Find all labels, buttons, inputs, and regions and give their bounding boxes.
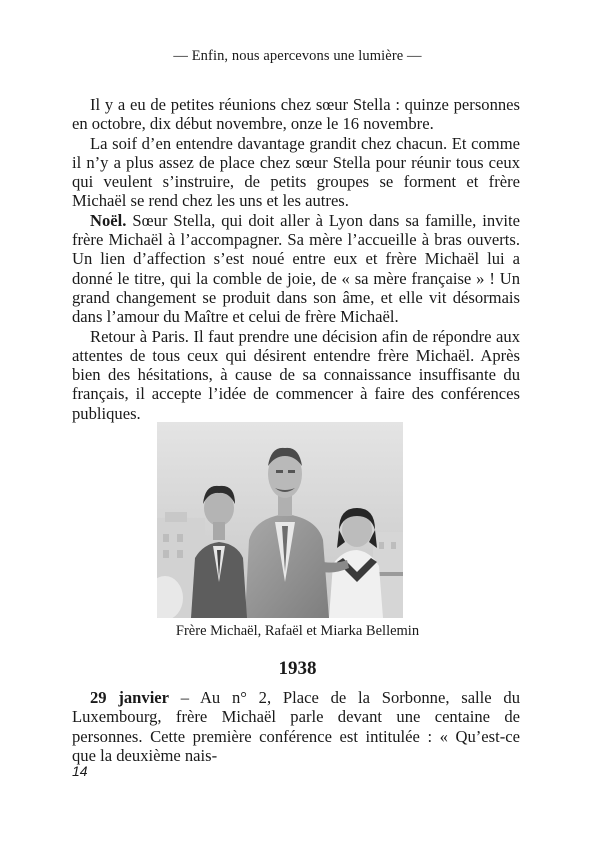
main-text <box>72 95 520 423</box>
section-heading: 1938 <box>278 658 317 679</box>
section-paragraph: 29 janvier – Au n° 2, Place de la Sorbonne, salle du Luxembourg, frère Michaël parle devant une centaine de personnes. Cette première conférence est intitulée : « Qu’est-ce que la deuxième nais- <box>72 688 520 765</box>
paragraph-4: Retour à Paris. Il faut prendre une décision afin de répondre aux attentes de tous ceux qui désirent entendre frère Michaël. Après bien des hésitations, à cause de sa connaissance insuffisante du français, il accepte l’idée de commencer à faire des conférences publiques. <box>72 326 520 423</box>
family-photo <box>157 422 403 618</box>
paragraph-2: La soif d’en entendre davantage grandit chez chacun. Et comme il n’y a plus assez de place chez sœur Stella pour réunir tous ceux qui veulent s’instruire, de petits groupes se forment et frère Michaël se rend chez les uns et les autres. <box>72 133 520 211</box>
running-head: — Enfin, nous apercevons une lumière — <box>173 48 422 64</box>
photo-caption: Frère Michaël, Rafaël et Miarka Bellemin <box>175 623 420 639</box>
page-number: 14 <box>72 763 88 779</box>
date-lead: 29 janvier <box>90 688 170 707</box>
section-text <box>72 688 520 765</box>
paragraph-1: Il y a eu de petites réunions chez sœur Stella : quinze personnes en octobre, dix début novembre, onze le 16 novembre. <box>72 95 520 134</box>
paragraph-lead: Noël. <box>90 210 127 230</box>
paragraph-3: Noël. Sœur Stella, qui doit aller à Lyon dans sa famille, invite frère Michaël à l’accompagner. Sa mère l’accueille à bras ouverts. Un lien d’affection s’est noué entre eux et frère Michaël lui a donné le titre, qui la comble de joie, de « sa mère française » ! Un grand changement se produit dans son âme, et elle vit désormais dans l’amour du Maître et celui de frère Michaël. <box>72 210 520 327</box>
